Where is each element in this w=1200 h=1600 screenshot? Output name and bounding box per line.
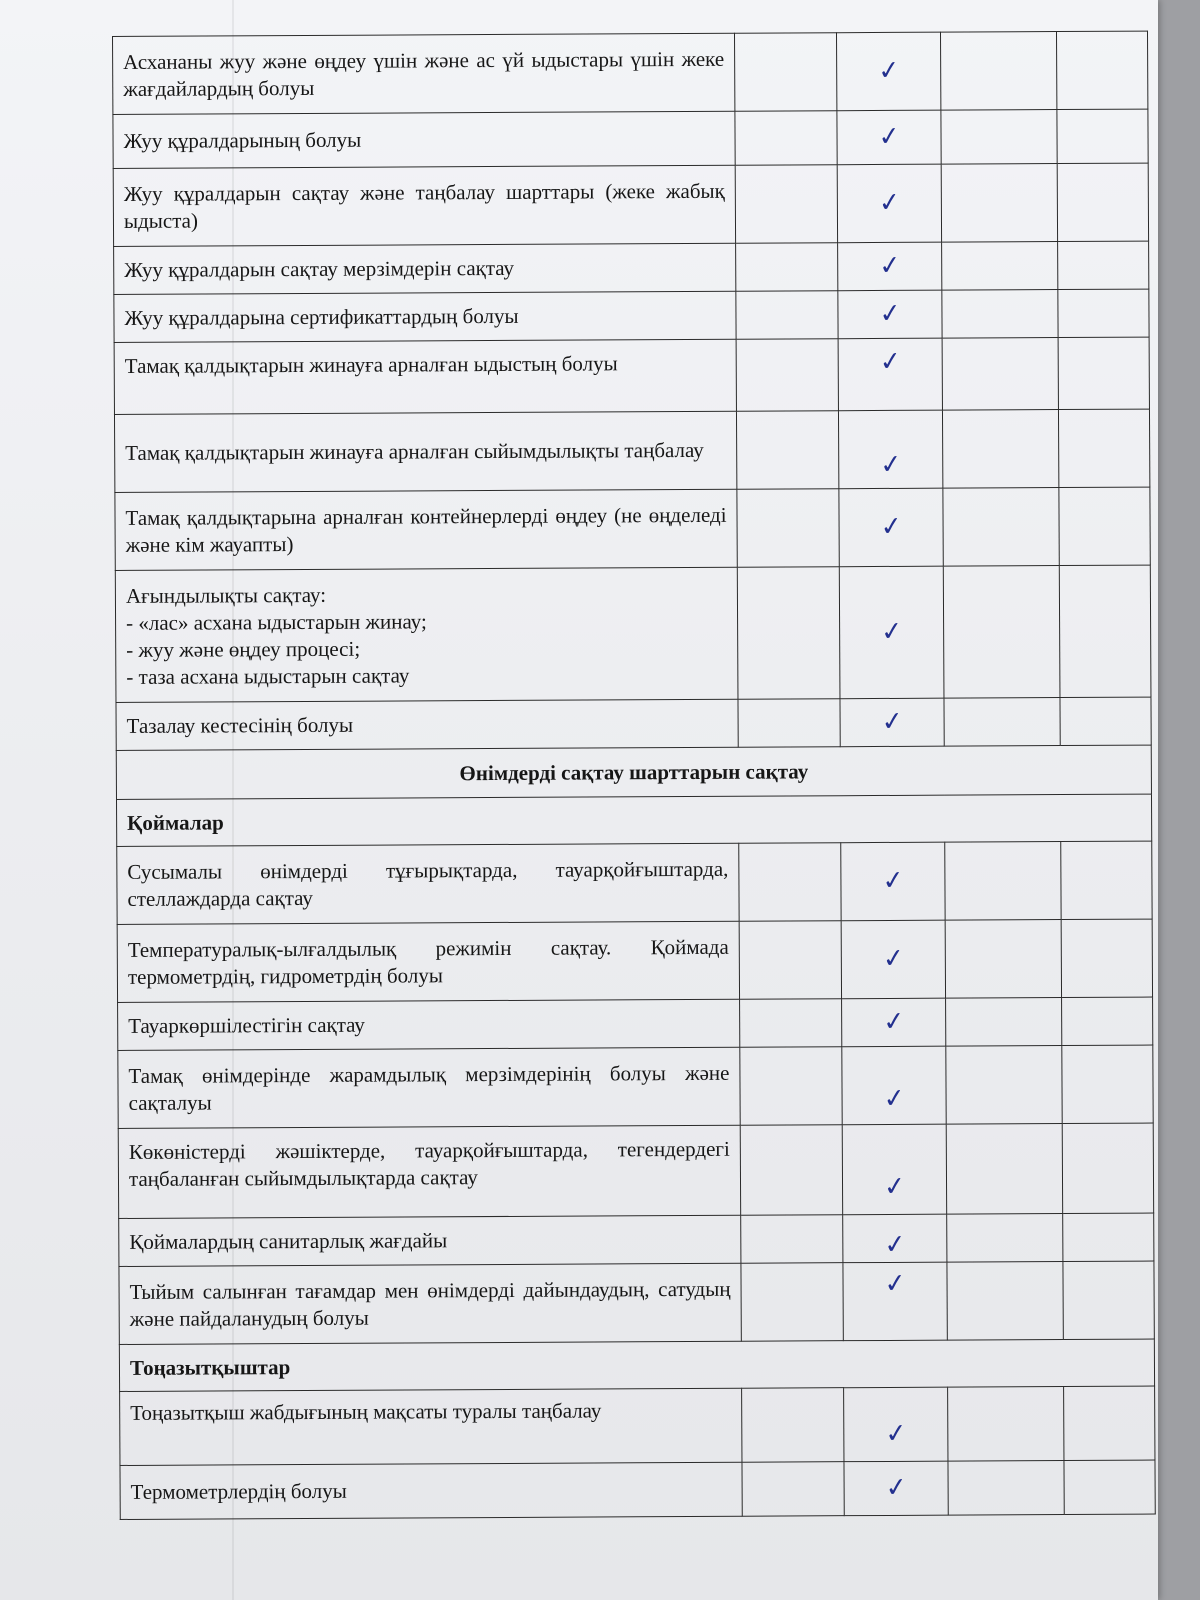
status-cell-empty: [1061, 841, 1152, 919]
table-row: [120, 1386, 1155, 1465]
status-cell-checked[interactable]: [838, 242, 942, 291]
status-cell-empty: [946, 1124, 1062, 1215]
requirement-text: Термометрлердің болуы: [120, 1462, 742, 1519]
checkmark-icon: ✓: [876, 186, 902, 219]
checkmark-icon: ✓: [876, 120, 902, 153]
requirement-text: Жуу құралдарын сақтау және таңбалау шарттары (жеке жабық ыдыста): [113, 165, 735, 246]
status-cell-empty: [1060, 697, 1151, 745]
status-cell-empty: [742, 1462, 844, 1517]
table-row: [119, 1261, 1154, 1344]
status-cell-checked[interactable]: [837, 110, 941, 165]
checkmark-icon: ✓: [879, 615, 905, 648]
status-cell-empty: [1058, 337, 1149, 409]
requirement-text: Жуу құралдарының болуы: [113, 111, 735, 168]
checkmark-icon: ✓: [883, 1417, 909, 1451]
requirement-text: Тоңазытқыш жабдығының мақсаты туралы таңбалау: [120, 1388, 742, 1465]
subsection-title-fridges: Тоңазытқыштар: [119, 1339, 1154, 1391]
requirement-text: Қоймалардың санитарлық жағдайы: [119, 1215, 741, 1266]
status-cell-empty: [948, 1387, 1064, 1462]
status-cell-empty: [740, 1047, 842, 1126]
requirement-text: Тауаркөршілестігін сақтау: [118, 999, 740, 1050]
requirement-text-multiline: [115, 567, 738, 702]
table-row: [113, 109, 1148, 168]
table-row: [116, 697, 1151, 750]
status-cell-empty: [742, 1388, 844, 1463]
status-cell-empty: [1058, 289, 1149, 337]
status-cell-empty: [942, 242, 1058, 291]
requirement-line: Ағындылықты сақтау:: [125, 582, 327, 608]
status-cell-empty: [941, 110, 1057, 165]
status-cell-empty: [1059, 565, 1151, 697]
subsection-header-row: [116, 794, 1151, 846]
status-cell-empty: [1064, 1386, 1155, 1460]
checkmark-icon: ✓: [882, 1267, 908, 1301]
status-cell-empty: [740, 1125, 842, 1216]
status-cell-empty: [1063, 1261, 1154, 1339]
checkmark-icon: ✓: [883, 1471, 909, 1504]
checklist-table: [112, 31, 1156, 1520]
status-cell-checked[interactable]: [837, 164, 941, 243]
status-cell-empty: [736, 339, 838, 412]
subsection-title-warehouses: Қоймалар: [116, 794, 1151, 846]
checkmark-icon: ✓: [881, 1170, 907, 1204]
table-row: [115, 487, 1150, 570]
status-cell-empty: [740, 999, 842, 1048]
table-row: [113, 31, 1148, 114]
table-row: [118, 997, 1153, 1050]
table-row: [114, 289, 1149, 342]
checkmark-icon: ✓: [880, 864, 906, 897]
status-cell-empty: [942, 410, 1058, 489]
status-cell-empty: [735, 165, 837, 244]
status-cell-empty: [1061, 919, 1152, 997]
status-cell-checked[interactable]: [838, 290, 942, 339]
status-cell-empty: [1059, 487, 1150, 565]
status-cell-empty: [942, 338, 1058, 411]
status-cell-empty: [940, 32, 1056, 111]
table-row: [114, 409, 1149, 492]
status-cell-empty: [738, 699, 840, 748]
status-cell-checked[interactable]: [838, 338, 942, 411]
status-cell-empty: [1058, 241, 1149, 289]
table-row: [114, 241, 1149, 294]
status-cell-checked[interactable]: [842, 1124, 946, 1215]
requirement-text: Тазалау кестесінің болуы: [116, 699, 738, 750]
requirement-text: Көкөністерді жәшіктерде, тауарқойғыштарда, тегендердегі таңбаланған сыйымдылықтарда сақтау: [118, 1125, 740, 1218]
requirement-line: - жуу және өңдеу процесі;: [126, 636, 361, 662]
status-cell-checked[interactable]: [844, 1387, 948, 1462]
status-cell-empty: [1057, 163, 1148, 241]
table-row: [115, 565, 1151, 702]
requirement-text: Тамақ қалдықтарын жинауға арналған сыйымдылықты таңбалау: [114, 411, 736, 492]
status-cell-empty: [1064, 1460, 1155, 1514]
requirement-text: Жуу құралдарын сақтау мерзімдерін сақтау: [114, 243, 736, 294]
requirement-text: Температуралық-ылғалдылық режимін сақтау. Қоймада термометрдің, гидрометрдің болуы: [117, 921, 739, 1002]
checkmark-icon: ✓: [881, 1005, 907, 1038]
status-cell-empty: [735, 111, 837, 166]
requirement-text: Жуу құралдарына сертификаттардың болуы: [114, 291, 736, 342]
status-cell-empty: [1062, 997, 1153, 1045]
status-cell-empty: [945, 920, 1061, 999]
status-cell-empty: [943, 488, 1059, 567]
status-cell-empty: [1062, 1045, 1153, 1123]
status-cell-empty: [944, 698, 1060, 747]
status-cell-empty: [737, 567, 840, 700]
table-row: [113, 163, 1148, 246]
status-cell-empty: [739, 843, 841, 922]
status-cell-checked[interactable]: [840, 698, 944, 747]
status-cell-empty: [1063, 1213, 1154, 1261]
status-cell-empty: [734, 33, 836, 112]
status-cell-empty: [943, 566, 1060, 699]
status-cell-checked[interactable]: [838, 410, 942, 489]
checkmark-icon: ✓: [880, 942, 906, 975]
status-cell-empty: [946, 1046, 1062, 1125]
status-cell-empty: [739, 921, 841, 1000]
status-cell-empty: [942, 290, 1058, 339]
checkmark-icon: ✓: [878, 448, 904, 482]
checkmark-icon: ✓: [881, 1082, 907, 1116]
table-row: [119, 1213, 1154, 1266]
status-cell-checked[interactable]: [843, 1262, 947, 1341]
section-header-row: [116, 745, 1151, 799]
status-cell-empty: [1058, 409, 1149, 487]
section-title: Өнімдерді сақтау шарттарын сақтау: [116, 745, 1151, 799]
status-cell-checked[interactable]: [839, 488, 943, 567]
status-cell-checked[interactable]: [844, 1461, 948, 1516]
status-cell-empty: [736, 291, 838, 340]
status-cell-empty: [1057, 109, 1148, 163]
requirement-line: - таза асхана ыдыстарын сақтау: [126, 662, 410, 689]
status-cell-empty: [945, 842, 1061, 921]
status-cell-checked[interactable]: [839, 566, 944, 699]
checkmark-icon: ✓: [877, 297, 903, 330]
checkmark-icon: ✓: [877, 345, 903, 379]
status-cell-empty: [947, 1214, 1063, 1263]
status-cell-checked[interactable]: [842, 1046, 946, 1125]
status-cell-empty: [736, 411, 838, 490]
status-cell-empty: [741, 1263, 843, 1342]
requirement-text: Тыйым салынған тағамдар мен өнімдерді дайындаудың, сатудың және пайдаланудың болуы: [119, 1263, 741, 1344]
status-cell-empty: [736, 243, 838, 292]
status-cell-empty: [946, 998, 1062, 1047]
requirement-text: Тамақ өнімдерінде жарамдылық мерзімдерінің болуы және сақталуы: [118, 1047, 740, 1128]
subsection-header-row: [119, 1339, 1154, 1391]
table-row: [118, 1123, 1153, 1218]
status-cell-empty: [1056, 31, 1147, 109]
status-cell-empty: [941, 164, 1057, 243]
status-cell-checked[interactable]: [842, 998, 946, 1047]
checkmark-icon: ✓: [879, 705, 905, 738]
checkmark-icon: ✓: [882, 1228, 908, 1262]
checkmark-icon: ✓: [878, 510, 904, 543]
checklist-body: [113, 31, 1156, 1519]
requirement-text: Асхананы жуу және өңдеу үшін және ас үй ыдыстары үшін жеке жағдайлардың болуы: [113, 33, 735, 114]
checkmark-icon: ✓: [877, 249, 903, 282]
checkmark-icon: ✓: [876, 54, 902, 87]
table-row: [118, 1045, 1153, 1128]
status-cell-empty: [1062, 1123, 1153, 1213]
status-cell-empty: [947, 1262, 1063, 1341]
requirement-text: Сусымалы өнімдерді тұғырықтарда, тауарқойғыштарда, стеллаждарда сақтау: [117, 843, 739, 924]
status-cell-checked[interactable]: [836, 32, 940, 111]
requirement-line: - «лас» асхана ыдыстарын жинау;: [126, 608, 427, 635]
requirement-text: Тамақ қалдықтарын жинауға арналған ыдыстың болуы: [114, 339, 736, 414]
status-cell-checked[interactable]: [841, 920, 945, 999]
table-row: [117, 919, 1152, 1002]
table-row: [117, 841, 1152, 924]
status-cell-empty: [737, 489, 839, 568]
table-row: [114, 337, 1149, 414]
status-cell-empty: [741, 1215, 843, 1264]
status-cell-checked[interactable]: [841, 842, 945, 921]
status-cell-checked[interactable]: [843, 1214, 947, 1263]
requirement-text: Тамақ қалдықтарына арналған контейнерлерді өңдеу (не өңделеді және кім жауапты): [115, 489, 737, 570]
table-row: [120, 1460, 1155, 1519]
status-cell-empty: [948, 1461, 1064, 1516]
